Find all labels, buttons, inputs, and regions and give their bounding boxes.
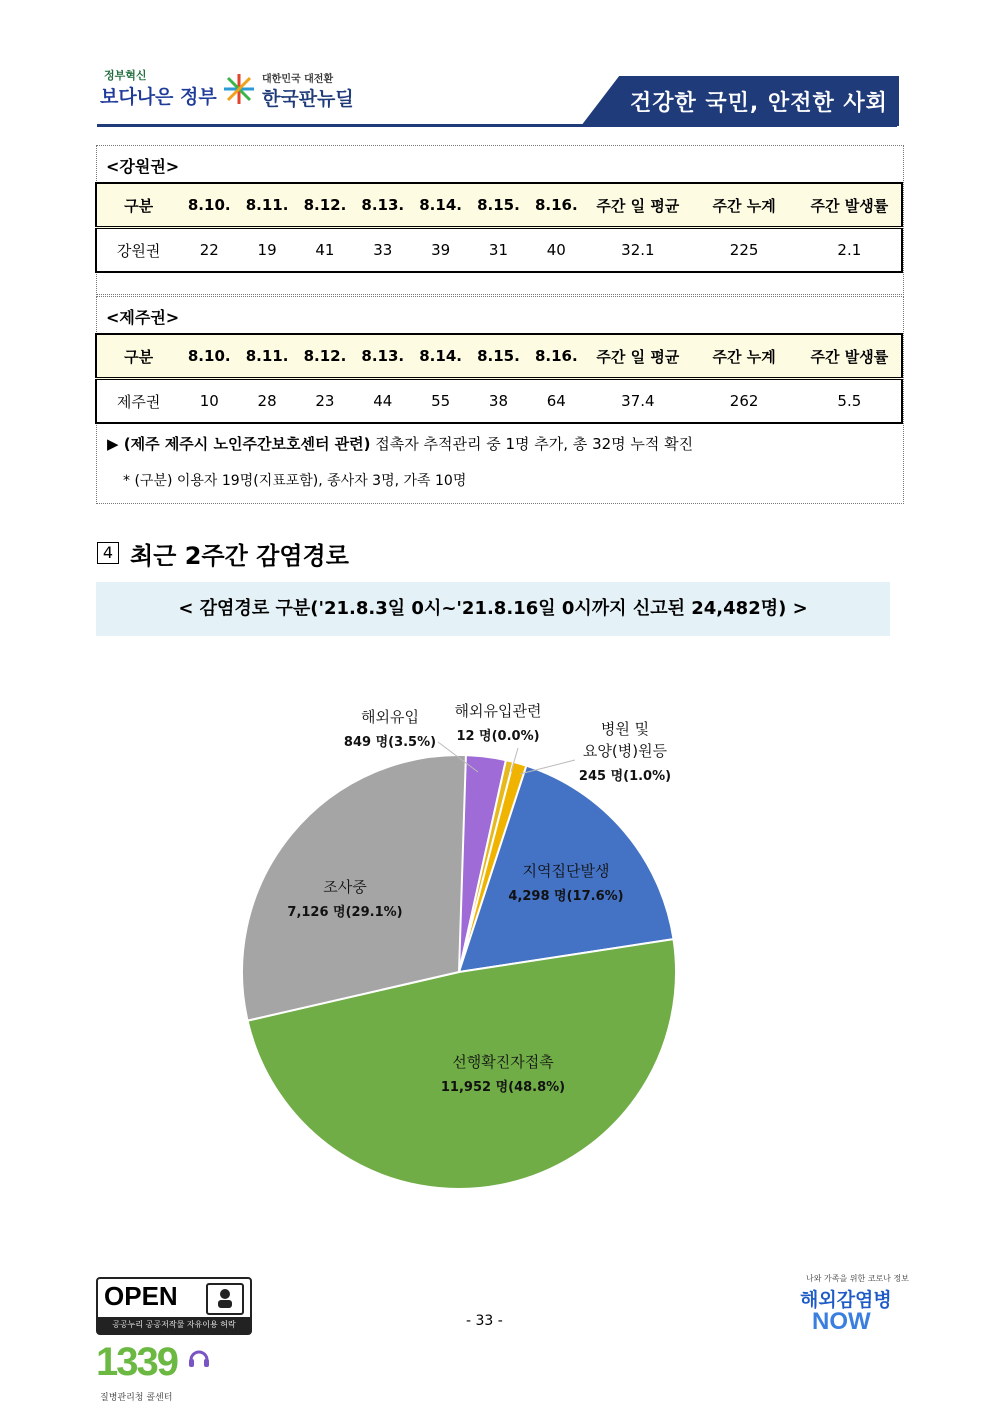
jeju-note-bold: ▶ (제주 제주시 노인주간보호센터 관련) (107, 435, 371, 453)
slogan-text: 건강한 국민, 안전한 사회 (630, 91, 888, 116)
header-cell: 8.11. (238, 334, 296, 379)
header-cell: 8.15. (470, 183, 528, 228)
table-cell: 31 (488, 241, 508, 259)
kogl-open-badge (96, 1277, 252, 1335)
header-cell: 8.12. (296, 183, 354, 228)
slice-value-label: 11,952 명(48.8%) (440, 1080, 566, 1095)
table-cell: 44 (373, 392, 393, 410)
logo-better-government: 보다나은 정부 (100, 86, 217, 108)
section-title: 최근 2주간 감염경로 (130, 542, 349, 570)
header-cell: 주간 누계 (691, 183, 798, 228)
slice-value-label: 4,298 명(17.6%) (508, 889, 624, 904)
slice-label: 지역집단발생 (522, 862, 610, 880)
headset-icon (188, 1346, 210, 1378)
slice-label: 해외유입 (361, 708, 419, 726)
jeju-sub-note: * (구분) 이용자 19명(지표포함), 종사자 3명, 가족 10명 (123, 473, 467, 489)
slice-label: 조사중 (323, 878, 367, 896)
header-cell: 8.10. (180, 334, 238, 379)
header-cell: 8.14. (412, 334, 470, 379)
table-cell: 22 (199, 241, 219, 259)
slice-value-label: 12 명(0.0%) (456, 729, 540, 744)
table-cell: 32.1 (621, 241, 655, 259)
slice-label: 요양(병)원등 (582, 742, 668, 760)
table-cell: 55 (431, 392, 451, 410)
hotline-subtext: 질병관리청 콜센터 (100, 1393, 173, 1403)
header-cell: 주간 발생률 (798, 334, 902, 379)
slice-value-label: 245 명(1.0%) (578, 769, 672, 784)
table-cell: 19 (257, 241, 277, 259)
table-cell: 33 (373, 241, 393, 259)
table-cell: 23 (315, 392, 335, 410)
header-cell: 8.15. (470, 334, 528, 379)
slice-label: 병원 및 (600, 720, 650, 738)
table-cell: 28 (257, 392, 277, 410)
header-cell: 8.14. (412, 183, 470, 228)
slice-label: 해외유입관련 (454, 702, 542, 720)
header-cell: 주간 발생률 (798, 183, 902, 228)
header-cell: 8.10. (180, 183, 238, 228)
overseas-disease-now: NOW (812, 1308, 871, 1335)
open-text: OPEN (104, 1281, 178, 1311)
page-number: - 33 - (466, 1313, 503, 1329)
table-cell: 64 (546, 392, 566, 410)
table-cell: 225 (729, 241, 759, 259)
table-cell: 2.1 (837, 241, 862, 259)
header-cell: 8.16. (527, 183, 585, 228)
table-cell: 41 (315, 241, 335, 259)
section-number: 4 (97, 542, 119, 564)
slice-label: 선행확진자접촉 (452, 1053, 554, 1071)
table-cell: 제주권 (116, 392, 161, 411)
header-cell: 8.13. (354, 183, 412, 228)
header-cell: 8.16. (527, 334, 585, 379)
table-cell: 10 (199, 392, 219, 410)
jeju-note-rest: 접촉자 추적관리 중 1명 추가, 총 32명 누적 확진 (370, 435, 694, 453)
header-cell: 주간 누계 (691, 334, 798, 379)
header-cell: 주간 일 평균 (585, 334, 690, 379)
person-icon (206, 1283, 244, 1315)
table-cell: 강원권 (116, 241, 161, 260)
header-cell: 구분 (96, 183, 180, 228)
gangwon-label: <강원권> (106, 157, 180, 176)
header-cell: 8.13. (354, 334, 412, 379)
header-cell: 8.12. (296, 334, 354, 379)
slice-value-label: 849 명(3.5%) (343, 735, 437, 750)
hotline-number: 1339 (96, 1340, 177, 1384)
table-cell: 262 (729, 392, 759, 410)
header-cell: 주간 일 평균 (585, 183, 690, 228)
logo-newdeal-small: 대한민국 대전환 (262, 74, 334, 85)
logo-small-text: 정부혁신 (104, 69, 147, 82)
header-cell: 8.11. (238, 183, 296, 228)
chart-banner: < 감염경로 구분('21.8.3일 0시~'21.8.16일 0시까지 신고된 24,482명) > (96, 582, 890, 636)
slice-value-label: 7,126 명(29.1%) (287, 905, 403, 920)
overseas-disease-title: 해외감염병 (800, 1289, 892, 1311)
overseas-disease-small: 나와 가족을 위한 코로나 정보 (806, 1274, 909, 1283)
open-subtext: 공공누리 공공저작물 자유이용 허락 (98, 1317, 250, 1333)
jeju-label: <제주권> (106, 308, 180, 327)
table-cell: 40 (546, 241, 566, 259)
table-cell: 5.5 (837, 392, 862, 410)
table-cell: 39 (431, 241, 451, 259)
table-cell: 37.4 (621, 392, 655, 410)
table-cell: 38 (488, 392, 508, 410)
header-cell: 구분 (96, 334, 180, 379)
logo-korean-newdeal: 한국판뉴딜 (262, 88, 354, 110)
